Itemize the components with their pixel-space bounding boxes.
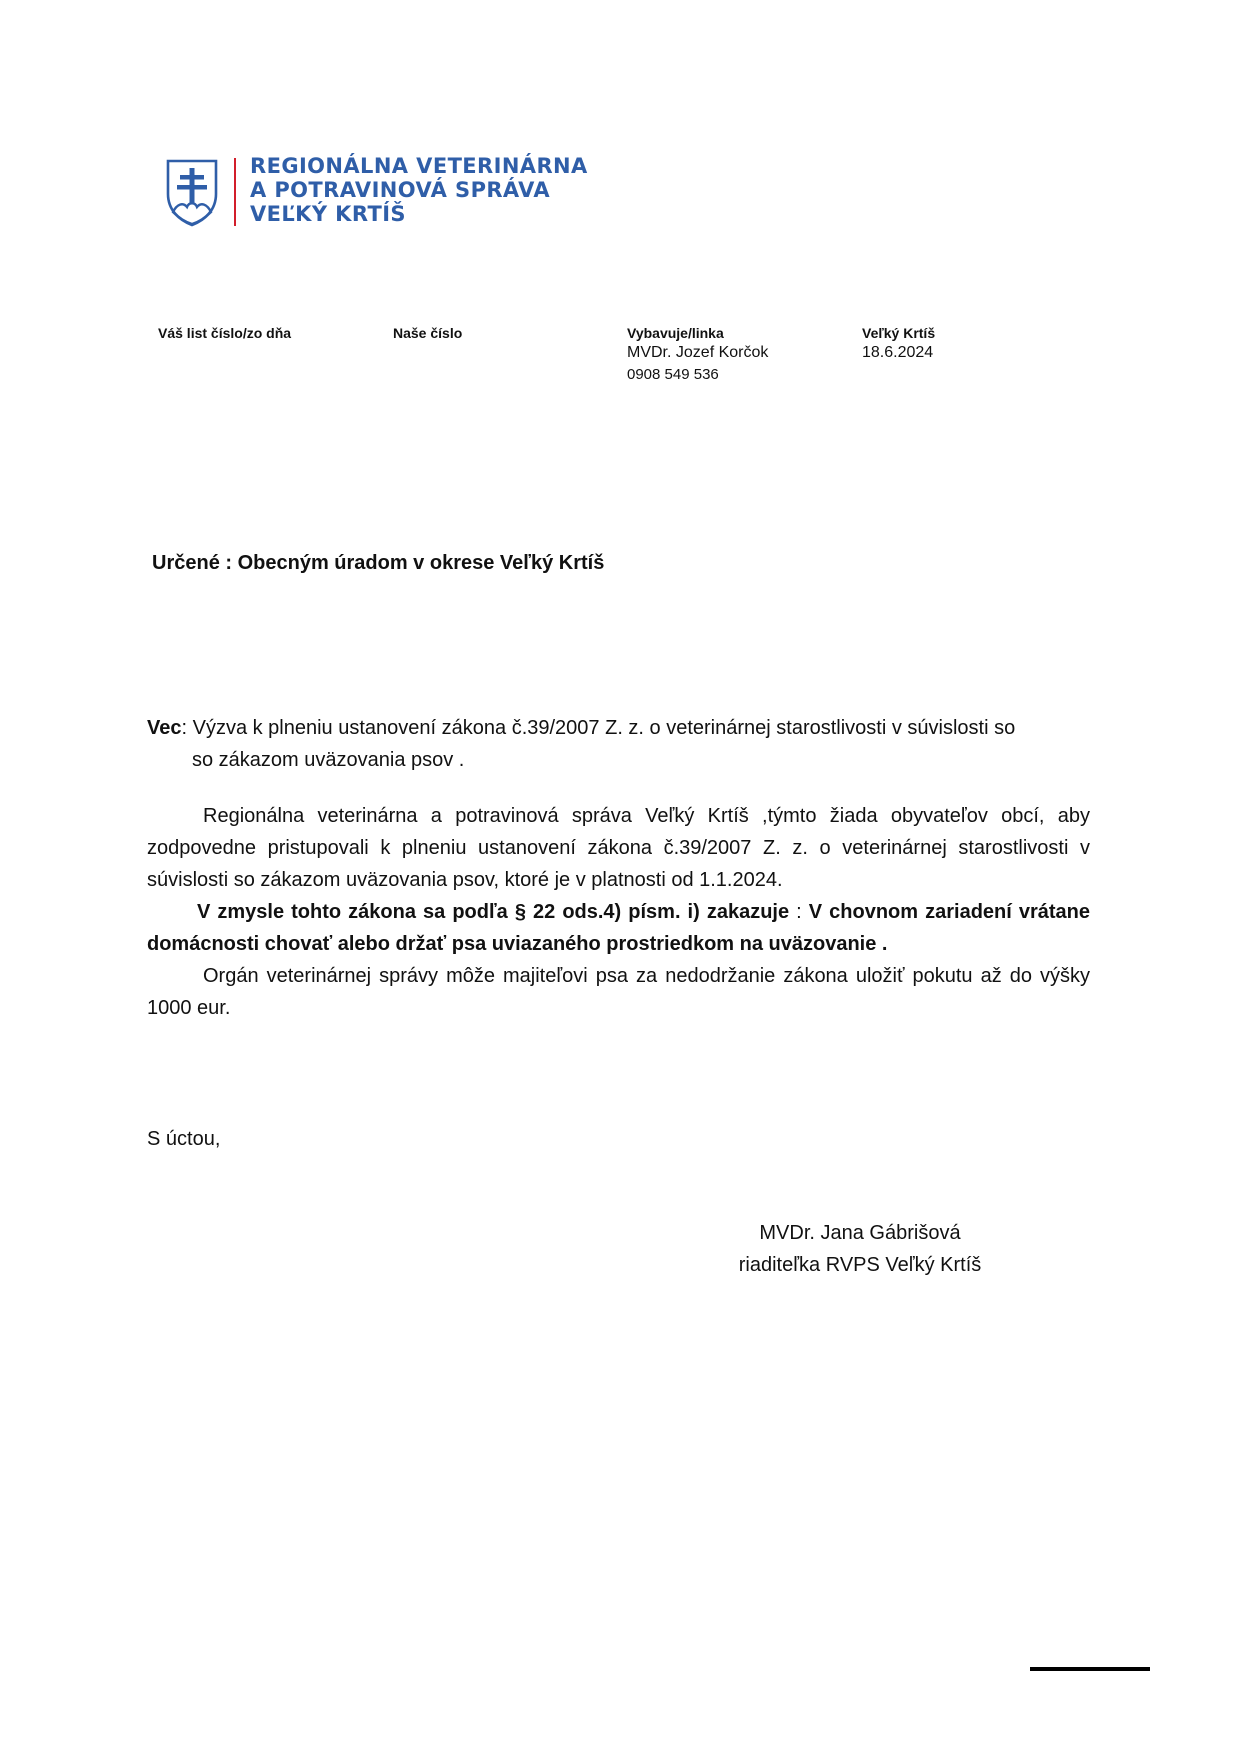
logo-divider bbox=[234, 158, 236, 226]
subject-line-1: : Výzva k plneniu ustanovení zákona č.39/2007 Z. z. o veterinárnej starostlivosti v súvislosti so bbox=[181, 717, 1016, 739]
letter-date: 18.6.2024 bbox=[862, 344, 934, 361]
signatory-name: MVDr. Jana Gábrišová bbox=[759, 1222, 961, 1244]
footer-rule bbox=[1030, 1667, 1150, 1671]
handled-by-label: Vybavuje/linka bbox=[627, 325, 724, 341]
place-label: Veľký Krtíš bbox=[862, 325, 936, 341]
body-paragraph-3: Orgán veterinárnej správy môže majiteľovi psa za nedodržanie zákona uložiť pokutu až do výšky 1000 eur. bbox=[147, 965, 1090, 1019]
prohibition-reference: V zmysle tohto zákona sa podľa § 22 ods.4) písm. i) zakazuje bbox=[197, 901, 790, 923]
organization-logo-text bbox=[250, 154, 588, 226]
closing-greeting: S úctou, bbox=[147, 1128, 221, 1150]
your-letter-label: Váš list číslo/zo dňa bbox=[158, 325, 292, 341]
logo-line-1: REGIONÁLNA VETERINÁRNA bbox=[250, 154, 588, 178]
prohibition-colon: : bbox=[789, 901, 809, 923]
signatory-title: riaditeľka RVPS Veľký Krtíš bbox=[738, 1254, 982, 1276]
prohibition-text: V chovnom zariadení vrátane domácnosti chovať alebo držať psa uviazaného prostriedkom na uväzovanie . bbox=[147, 901, 1091, 955]
subject-block bbox=[147, 712, 1107, 776]
handled-by-phone: 0908 549 536 bbox=[627, 366, 719, 383]
body-paragraph-1: Regionálna veterinárna a potravinová správa Veľký Krtíš ,týmto žiada obyvateľov obcí, aby zodpovedne pristupovali k plneniu ustanovení zákona č.39/2007 Z. z. o veterinárnej starostlivosti v súvislosti so zákazom uväzovania psov, ktoré je v platnosti od 1.1.2024. bbox=[147, 805, 1090, 891]
coat-of-arms-icon bbox=[165, 158, 219, 228]
signature-block bbox=[700, 1217, 1020, 1281]
logo-line-2: A POTRAVINOVÁ SPRÁVA bbox=[250, 178, 551, 202]
subject-line-2: so zákazom uväzovania psov . bbox=[192, 749, 465, 771]
our-number-label: Naše číslo bbox=[393, 325, 463, 341]
subject-label: Vec bbox=[147, 717, 182, 739]
logo-line-3: VEĽKÝ KRTÍŠ bbox=[250, 202, 406, 226]
addressee-line: Určené : Obecným úradom v okrese Veľký Krtíš bbox=[152, 552, 605, 574]
handled-by-name: MVDr. Jozef Korčok bbox=[627, 344, 769, 361]
body-paragraph-2 bbox=[147, 896, 1090, 960]
